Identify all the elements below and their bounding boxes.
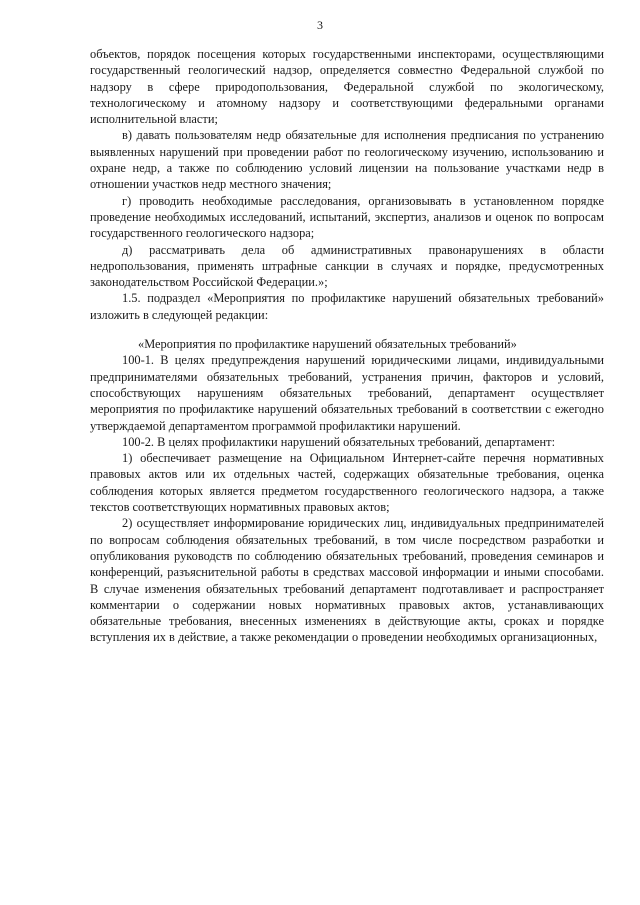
- paragraph-item-d: д) рассматривать дела об административных правонарушениях в области недропользования, применять штрафные санкции в случаях и порядке, предусмотренных законодательством Российской Федерации.»;: [90, 242, 604, 290]
- paragraph-item-v: в) давать пользователям недр обязательные для исполнения предписания по устранению выявленных нарушений при проведении работ по геологическому изучению, использованию и охране недр, а также по соблюдению условий лицензии на пользование участками недр в отношении участков недр местного значения;: [90, 128, 604, 192]
- section-title: «Мероприятия по профилактике нарушений обязательных требований»: [138, 337, 517, 352]
- paragraph-item-1-5: 1.5. подраздел «Мероприятия по профилактике нарушений обязательных требований» изложить в следующей редакции:: [90, 291, 604, 322]
- paragraph-100-2-item-1: 1) обеспечивает размещение на Официальном Интернет-сайте перечня нормативных правовых актов или их отдельных частей, содержащих обязательные требования, оценка соблюдения которых является предметом государственного геологического надзора, а также текстов соответствующих нормативных правовых актов;: [90, 451, 604, 515]
- paragraph-item-g: г) проводить необходимые расследования, организовывать в установленном порядке проведение необходимых исследований, испытаний, экспертиз, анализов и оценок по вопросам государственного геологического надзора;: [90, 193, 604, 241]
- paragraph-100-2: 100-2. В целях профилактики нарушений обязательных требований, департамент:: [122, 434, 556, 449]
- document-body: [90, 46, 604, 646]
- page-number: 3: [317, 18, 323, 32]
- paragraph-continuation: объектов, порядок посещения которых государственными инспекторами, осуществляющими государственный геологический надзор, определяется совместно Федеральной службой по надзору в сфере природопользования, Федеральной службой по экологическому, технологическому и атомному надзору и соответствующими федеральными органами исполнительной власти;: [90, 47, 604, 127]
- paragraph-100-2-item-2: 2) осуществляет информирование юридических лиц, индивидуальных предпринимателей по вопросам соблюдения обязательных требований, в том числе посредством разработки и опубликования руководств по соблюдению обязательных требований, проведения семинаров и конференций, разъяснительной работы в средствах массовой информации и иными способами. В случае изменения обязательных требований департамент подготавливает и распространяет комментарии о содержании новых нормативных правовых актов, устанавливающих обязательные требования, внесенных изменениях в действующие акты, сроках и порядке вступления их в действие, а также рекомендации о проведении необходимых организационных,: [90, 516, 604, 645]
- paragraph-100-1: 100-1. В целях предупреждения нарушений юридическими лицами, индивидуальными предпринимателями обязательных требований, устранения причин, факторов и условий, способствующих нарушениям обязательных требований, департамент осуществляет мероприятия по профилактике нарушений обязательных требований в соответствии с ежегодно утверждаемой департаментом программой профилактики нарушений.: [90, 353, 604, 433]
